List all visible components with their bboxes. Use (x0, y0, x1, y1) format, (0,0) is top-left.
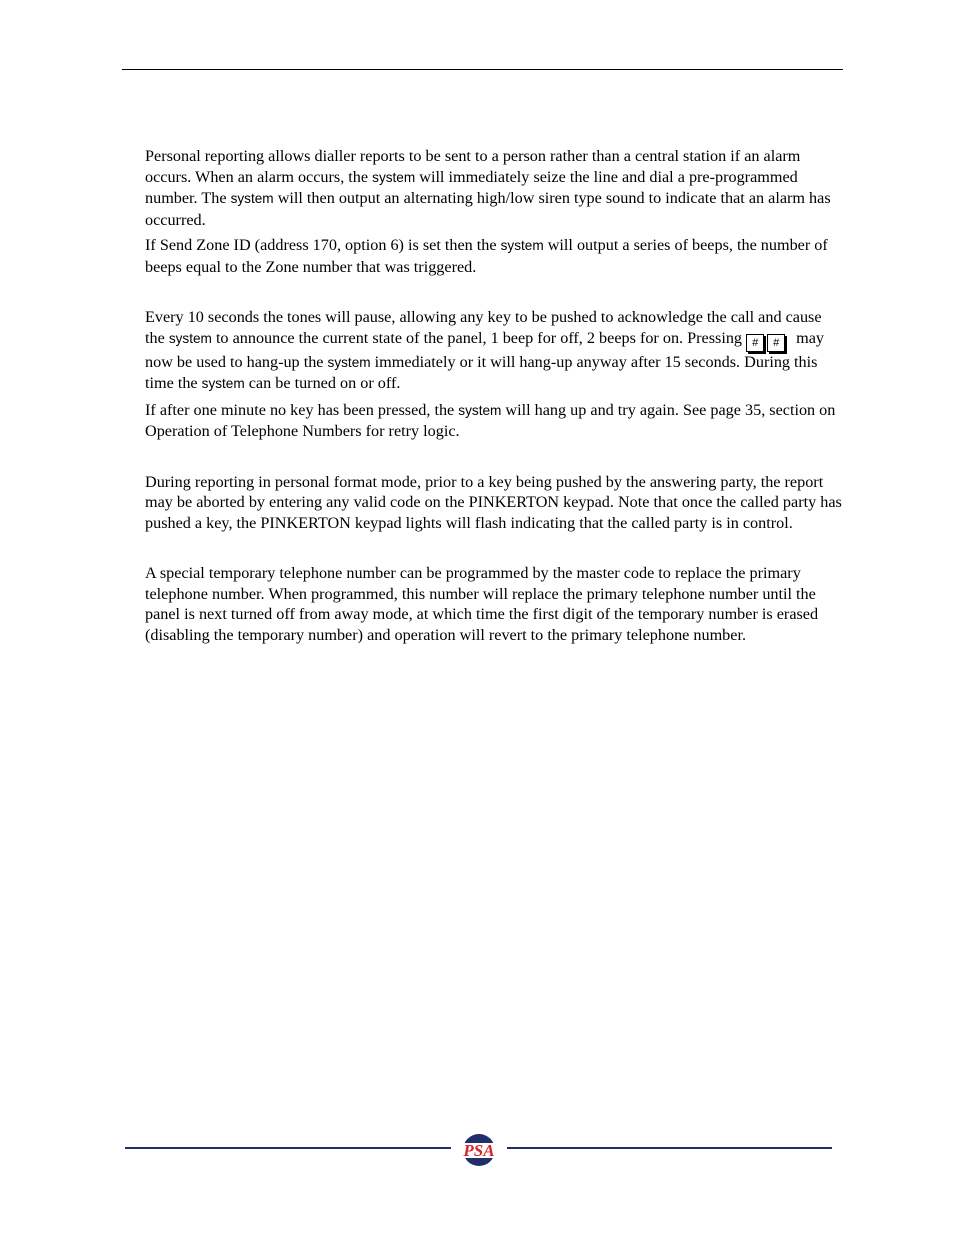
text-run: Every 10 seconds the tones will pause, allowing any key to be pushed to acknowledge the call and cause the (145, 308, 822, 347)
text-run: will output a series of beeps, the number of beeps equal to the Zone number that was triggered. (145, 236, 828, 276)
hash-key-icon: # (746, 334, 764, 352)
paragraph-retry (145, 400, 845, 442)
system-word: system (372, 169, 416, 185)
paragraph-abort-report: During reporting in personal format mode, prior to a key being pushed by the answering party, the report may be aborted by entering any valid code on the PINKERTON keypad. Note that once the called party has pushed a key, the PINKERTON keypad lights will flash indicating that the called party is in control. (145, 472, 842, 532)
text-run: immediately or it will hang-up anyway after 15 seconds. During this time the (145, 352, 818, 392)
system-word: system (458, 402, 502, 418)
text-run: Personal reporting allows dialler reports to be sent to a person rather than a central station if an alarm occurs. When an alarm occurs, the (145, 147, 801, 186)
system-word: system (201, 376, 245, 391)
hash-hash-keys (746, 331, 788, 352)
paragraph-send-zone-id (145, 235, 845, 277)
paragraph-temporary-number: A special temporary telephone number can be programmed by the master code to replace the primary telephone number. When programmed, this number will replace the primary telephone number until the panel is next turned off from away mode, at which time the first digit of the temporary number is erased (disabling the temporary number) and operation will revert to the primary telephone number. (145, 564, 819, 644)
footer-rule-left (125, 1147, 451, 1149)
header-rule (122, 69, 843, 70)
system-word: system (500, 238, 544, 253)
psa-logo-text: PSA (463, 1141, 495, 1160)
paragraph-personal-reporting (145, 146, 845, 230)
page-body (145, 146, 845, 645)
psa-logo-icon (456, 1130, 502, 1170)
text-run: to announce the current state of the panel, 1 beep for off, 2 beeps for on. Pressing (211, 328, 747, 347)
text-run: may now be used to hang-up the (145, 328, 824, 371)
paragraph-acknowledge (145, 307, 845, 395)
text-run: will immediately seize the line and dial a pre-programmed number. The (145, 167, 798, 207)
text-run: can be turned on or off. (244, 374, 401, 392)
text-run: If after one minute no key has been pressed, the (145, 400, 459, 419)
system-word: system (327, 354, 371, 370)
system-word: system (168, 330, 212, 346)
text-run: If Send Zone ID (address 170, option 6) is set then the (145, 236, 501, 254)
footer-rule-right (507, 1147, 832, 1149)
hash-key-icon: # (767, 334, 785, 352)
text-run: will then output an alternating high/low siren type sound to indicate that an alarm has occurred. (145, 189, 831, 229)
system-word: system (230, 191, 274, 206)
text-run: will hang up and try again. See page 35, section on Operation of Telephone Numbers for retry logic. (145, 400, 836, 440)
